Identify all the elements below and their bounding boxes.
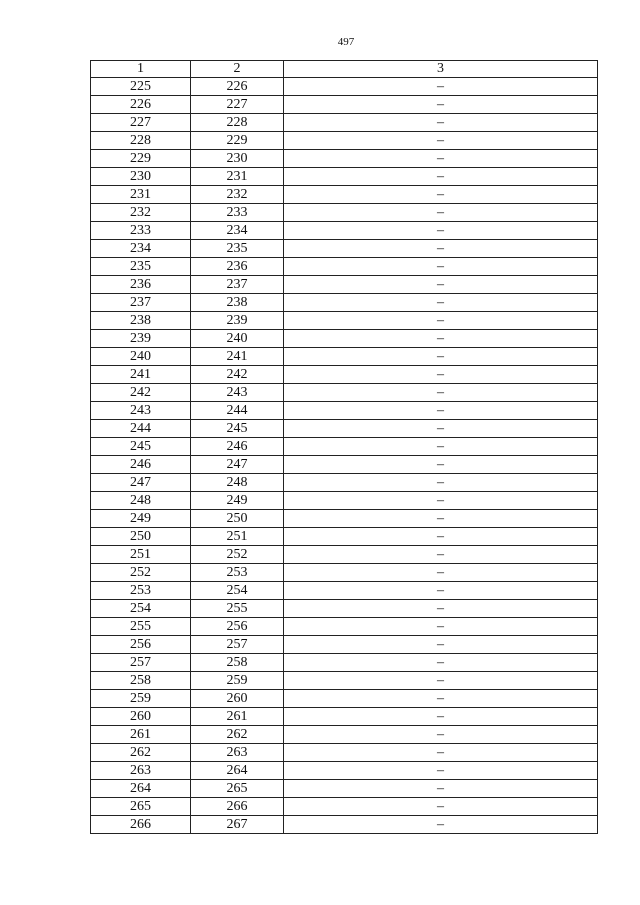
table-cell-col-3: – xyxy=(284,186,598,204)
table-cell-col-3: – xyxy=(284,402,598,420)
table-cell-col-1: 256 xyxy=(91,636,191,654)
table-cell-col-3: – xyxy=(284,330,598,348)
table-cell-col-3: – xyxy=(284,600,598,618)
table-row xyxy=(91,492,598,510)
table-cell-col-3: – xyxy=(284,168,598,186)
table-row xyxy=(91,744,598,762)
table-cell-col-3: – xyxy=(284,708,598,726)
table-cell-col-2: 267 xyxy=(191,816,284,834)
table-cell-col-1: 237 xyxy=(91,294,191,312)
table-row xyxy=(91,654,598,672)
table-row xyxy=(91,762,598,780)
table-header-row xyxy=(91,61,598,78)
table-cell-col-3: – xyxy=(284,348,598,366)
table-cell-col-2: 236 xyxy=(191,258,284,276)
table-cell-col-3: – xyxy=(284,654,598,672)
table-cell-col-2: 263 xyxy=(191,744,284,762)
table-row xyxy=(91,564,598,582)
table-cell-col-1: 234 xyxy=(91,240,191,258)
table-row xyxy=(91,168,598,186)
table-cell-col-1: 236 xyxy=(91,276,191,294)
table-row xyxy=(91,510,598,528)
table-cell-col-2: 229 xyxy=(191,132,284,150)
table-row xyxy=(91,330,598,348)
table-cell-col-2: 266 xyxy=(191,798,284,816)
table-cell-col-2: 238 xyxy=(191,294,284,312)
table-cell-col-2: 248 xyxy=(191,474,284,492)
table-cell-col-2: 246 xyxy=(191,438,284,456)
table-cell-col-2: 244 xyxy=(191,402,284,420)
table-row xyxy=(91,582,598,600)
table-cell-col-1: 258 xyxy=(91,672,191,690)
table-row xyxy=(91,96,598,114)
table-row xyxy=(91,186,598,204)
table-cell-col-3: – xyxy=(284,744,598,762)
table-cell-col-3: – xyxy=(284,474,598,492)
table-row xyxy=(91,600,598,618)
table-cell-col-1: 246 xyxy=(91,456,191,474)
table-cell-col-2: 254 xyxy=(191,582,284,600)
table-cell-col-3: – xyxy=(284,78,598,96)
table-cell-col-1: 253 xyxy=(91,582,191,600)
table-cell-col-1: 251 xyxy=(91,546,191,564)
table-row xyxy=(91,816,598,834)
table-row xyxy=(91,618,598,636)
table-cell-col-3: – xyxy=(284,528,598,546)
table-cell-col-2: 247 xyxy=(191,456,284,474)
table-cell-col-2: 237 xyxy=(191,276,284,294)
table-cell-col-3: – xyxy=(284,204,598,222)
table-cell-col-1: 238 xyxy=(91,312,191,330)
table-row xyxy=(91,672,598,690)
table-cell-col-2: 235 xyxy=(191,240,284,258)
table-row xyxy=(91,384,598,402)
table-cell-col-1: 239 xyxy=(91,330,191,348)
table-cell-col-1: 241 xyxy=(91,366,191,384)
table-cell-col-1: 232 xyxy=(91,204,191,222)
table-cell-col-2: 255 xyxy=(191,600,284,618)
table-cell-col-3: – xyxy=(284,636,598,654)
table-cell-col-3: – xyxy=(284,258,598,276)
table-cell-col-3: – xyxy=(284,276,598,294)
table-cell-col-1: 264 xyxy=(91,780,191,798)
table-row xyxy=(91,438,598,456)
table-cell-col-1: 230 xyxy=(91,168,191,186)
table-cell-col-1: 252 xyxy=(91,564,191,582)
table-cell-col-3: – xyxy=(284,132,598,150)
table-cell-col-3: – xyxy=(284,294,598,312)
table-cell-col-2: 233 xyxy=(191,204,284,222)
column-header-3: 3 xyxy=(284,61,598,78)
data-table xyxy=(90,60,598,834)
table-cell-col-2: 257 xyxy=(191,636,284,654)
table-cell-col-1: 254 xyxy=(91,600,191,618)
table-row xyxy=(91,420,598,438)
table-row xyxy=(91,528,598,546)
table-cell-col-2: 262 xyxy=(191,726,284,744)
table-cell-col-3: – xyxy=(284,582,598,600)
table-row xyxy=(91,258,598,276)
table-row xyxy=(91,546,598,564)
table-cell-col-2: 227 xyxy=(191,96,284,114)
table-cell-col-1: 257 xyxy=(91,654,191,672)
table-row xyxy=(91,474,598,492)
table-cell-col-3: – xyxy=(284,816,598,834)
table-cell-col-3: – xyxy=(284,546,598,564)
table-cell-col-1: 245 xyxy=(91,438,191,456)
table-cell-col-1: 229 xyxy=(91,150,191,168)
table-cell-col-2: 239 xyxy=(191,312,284,330)
table-cell-col-3: – xyxy=(284,420,598,438)
table-cell-col-3: – xyxy=(284,510,598,528)
table-cell-col-3: – xyxy=(284,96,598,114)
table-cell-col-2: 256 xyxy=(191,618,284,636)
table-cell-col-2: 252 xyxy=(191,546,284,564)
table-cell-col-1: 265 xyxy=(91,798,191,816)
column-header-1: 1 xyxy=(91,61,191,78)
table-cell-col-3: – xyxy=(284,150,598,168)
table-cell-col-2: 264 xyxy=(191,762,284,780)
table-cell-col-3: – xyxy=(284,690,598,708)
table-row xyxy=(91,276,598,294)
table-row xyxy=(91,240,598,258)
table-cell-col-1: 259 xyxy=(91,690,191,708)
table-row xyxy=(91,690,598,708)
page-number: 497 xyxy=(337,36,355,48)
table-cell-col-2: 232 xyxy=(191,186,284,204)
table-cell-col-2: 265 xyxy=(191,780,284,798)
table-cell-col-1: 266 xyxy=(91,816,191,834)
table-row xyxy=(91,636,598,654)
table-cell-col-2: 259 xyxy=(191,672,284,690)
table-row xyxy=(91,114,598,132)
column-header-2: 2 xyxy=(191,61,284,78)
table-cell-col-1: 233 xyxy=(91,222,191,240)
table-cell-col-3: – xyxy=(284,366,598,384)
table-cell-col-2: 250 xyxy=(191,510,284,528)
table-cell-col-1: 263 xyxy=(91,762,191,780)
table-cell-col-3: – xyxy=(284,798,598,816)
table-cell-col-3: – xyxy=(284,726,598,744)
table-cell-col-2: 249 xyxy=(191,492,284,510)
table-cell-col-3: – xyxy=(284,222,598,240)
table-cell-col-1: 261 xyxy=(91,726,191,744)
table-cell-col-1: 262 xyxy=(91,744,191,762)
table-cell-col-3: – xyxy=(284,492,598,510)
table-body xyxy=(91,78,598,834)
table-row xyxy=(91,726,598,744)
table-cell-col-3: – xyxy=(284,240,598,258)
table-cell-col-2: 243 xyxy=(191,384,284,402)
table-cell-col-1: 243 xyxy=(91,402,191,420)
table-cell-col-2: 245 xyxy=(191,420,284,438)
table-cell-col-1: 249 xyxy=(91,510,191,528)
table-cell-col-1: 250 xyxy=(91,528,191,546)
table-cell-col-2: 258 xyxy=(191,654,284,672)
table-row xyxy=(91,402,598,420)
table-cell-col-3: – xyxy=(284,564,598,582)
table-cell-col-2: 226 xyxy=(191,78,284,96)
table-cell-col-3: – xyxy=(284,780,598,798)
table-cell-col-3: – xyxy=(284,384,598,402)
table-cell-col-3: – xyxy=(284,438,598,456)
table-row xyxy=(91,78,598,96)
table-cell-col-2: 242 xyxy=(191,366,284,384)
table-row xyxy=(91,312,598,330)
table-row xyxy=(91,150,598,168)
table-cell-col-1: 226 xyxy=(91,96,191,114)
table-cell-col-1: 260 xyxy=(91,708,191,726)
table-row xyxy=(91,708,598,726)
table-row xyxy=(91,132,598,150)
table-cell-col-2: 228 xyxy=(191,114,284,132)
table-cell-col-2: 261 xyxy=(191,708,284,726)
table-cell-col-2: 251 xyxy=(191,528,284,546)
table-cell-col-3: – xyxy=(284,114,598,132)
table-cell-col-1: 225 xyxy=(91,78,191,96)
table-cell-col-2: 234 xyxy=(191,222,284,240)
table-row xyxy=(91,294,598,312)
table-cell-col-1: 248 xyxy=(91,492,191,510)
table-row xyxy=(91,204,598,222)
table-row xyxy=(91,456,598,474)
table-row xyxy=(91,222,598,240)
table-cell-col-1: 244 xyxy=(91,420,191,438)
table-cell-col-2: 230 xyxy=(191,150,284,168)
table-cell-col-1: 240 xyxy=(91,348,191,366)
table-row xyxy=(91,366,598,384)
table-cell-col-1: 242 xyxy=(91,384,191,402)
table-cell-col-2: 240 xyxy=(191,330,284,348)
table-cell-col-3: – xyxy=(284,762,598,780)
table-cell-col-1: 247 xyxy=(91,474,191,492)
table-cell-col-3: – xyxy=(284,618,598,636)
table-row xyxy=(91,798,598,816)
table-cell-col-2: 260 xyxy=(191,690,284,708)
table-cell-col-1: 255 xyxy=(91,618,191,636)
table-cell-col-1: 227 xyxy=(91,114,191,132)
table-cell-col-2: 241 xyxy=(191,348,284,366)
table-cell-col-1: 235 xyxy=(91,258,191,276)
table-cell-col-3: – xyxy=(284,456,598,474)
table-cell-col-1: 228 xyxy=(91,132,191,150)
table-cell-col-2: 253 xyxy=(191,564,284,582)
table-cell-col-3: – xyxy=(284,312,598,330)
table-cell-col-3: – xyxy=(284,672,598,690)
table-row xyxy=(91,780,598,798)
table-cell-col-1: 231 xyxy=(91,186,191,204)
table-row xyxy=(91,348,598,366)
table-cell-col-2: 231 xyxy=(191,168,284,186)
